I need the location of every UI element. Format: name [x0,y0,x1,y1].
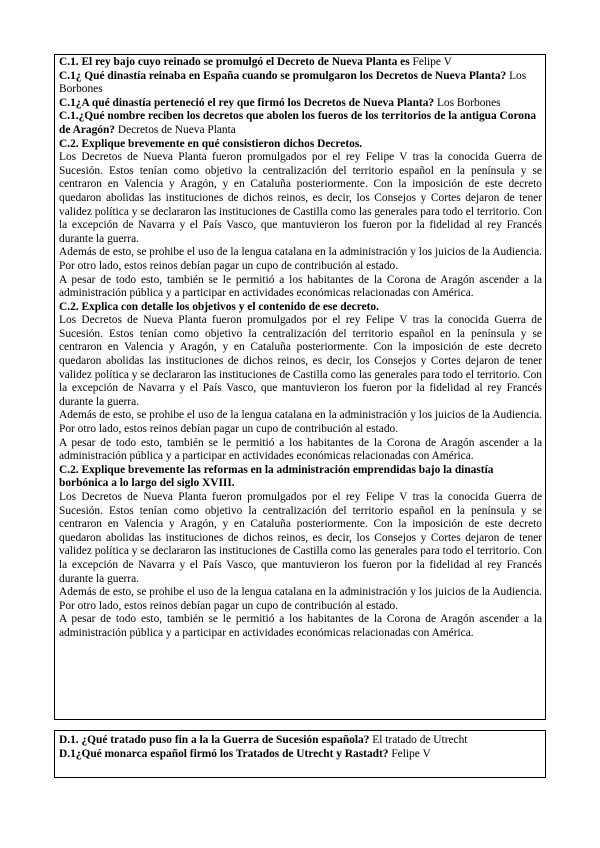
question-item [59,734,542,748]
answer-paragraph: Además de esto, se prohibe el uso de la lengua catalana en la administración y los juicios de la Audiencia. Por otro lado, estos reinos debían pagar un cupo de contribución al estado. [59,586,542,612]
answer-text: Felipe V [388,747,431,760]
answer-text: Felipe V [409,56,452,68]
question-item [59,70,542,97]
question-text: C.1¿A qué dinastía perteneció el rey que firmó los Decretos de Nueva Planta? [59,96,435,109]
question-text: D.1. ¿Qué tratado puso fin a la la Guerra de Sucesión española? [59,734,370,746]
answer-paragraph: Además de esto, se prohibe el uso de la lengua catalana en la administración y los juicios de la Audiencia. Por otro lado, estos reinos debían pagar un cupo de contribución al estado. [59,246,542,272]
essay-question [59,138,542,301]
question-item [59,110,542,137]
question-text: C.2. Explique brevemente en qué consistieron dichos Decretos. [59,137,363,150]
essay-question [59,464,542,641]
question-text: C.1. El rey bajo cuyo reinado se promulgó el Decreto de Nueva Planta es [59,56,410,68]
question-text: C.1.¿Qué nombre reciben los decretos que abolen los fueros de los territorios de la antigua Corona de Aragón? [59,110,537,136]
answer-paragraph: Los Decretos de Nueva Planta fueron promulgados por el rey Felipe V tras la conocida Guerra de Sucesión. Estos tenían como objetivo la centralización del territorio español en la península y se centraron en Valencia y Aragón, y en Cataluña posteriormente. Con la imposición de este decreto quedaron abolidas las instituciones de dichos reinos, es decir, los Consejos y Cortes dejaron de tener validez política y se declararon las instituciones de Castilla como las generales para todo el territorio. Con la excepción de Navarra y el País Vasco, que mantuvieron los fueron por la fidelidad al rey Francés durante la guerra. [59,314,542,408]
essay-question [59,301,542,464]
question-text: C.2. Explique brevemente las reformas en la administración emprendidas bajo la dinastía borbónica a lo largo del siglo XVIII. [59,463,494,490]
question-text: C.2. Explica con detalle los objetivos y el contenido de ese decreto. [59,300,379,313]
answer-text: El tratado de Utrecht [369,734,468,746]
answer-text: Los Borbones [434,96,501,109]
answer-box-d [54,730,546,778]
question-item [59,748,542,762]
question-item [59,56,542,70]
answer-paragraph: Además de esto, se prohibe el uso de la lengua catalana en la administración y los juicios de la Audiencia. Por otro lado, estos reinos debían pagar un cupo de contribución al estado. [59,409,542,436]
answer-text: Decretos de Nueva Planta [115,123,236,136]
answer-paragraph: Los Decretos de Nueva Planta fueron promulgados por el rey Felipe V tras la conocida Guerra de Sucesión. Estos tenían como objetivo la centralización del territorio español en la península y se centraron en Valencia y Aragón, y en Cataluña posteriormente. Con la imposición de este decreto quedaron abolidas las instituciones de dichos reinos, es decir, los Consejos y Cortes dejaron de tener validez política y se declararon las instituciones de Castilla como las generales para todo el territorio. Con la excepción de Navarra y el País Vasco, que mantuvieron los fueron por la fidelidad al rey Francés durante la guerra. [59,151,542,245]
question-text: C.1¿ Qué dinastía reinaba en España cuando se promulgaron los Decretos de Nueva Planta? [59,69,507,82]
question-text: D.1¿Qué monarca español firmó los Tratados de Utrecht y Rastadt? [59,747,389,760]
answer-paragraph: A pesar de todo esto, también se le permitió a los habitantes de la Corona de Aragón ascender a la administración pública y a participar en actividades económicas relacionadas con América. [59,613,542,639]
answer-text: Los Borbones [59,69,527,96]
answer-paragraph: A pesar de todo esto, también se le permitió a los habitantes de la Corona de Aragón ascender a la administración pública y a participar en actividades económicas relacionadas con América. [59,436,542,463]
answer-paragraph: Los Decretos de Nueva Planta fueron promulgados por el rey Felipe V tras la conocida Guerra de Sucesión. Estos tenían como objetivo la centralización del territorio español en la península y se centraron en Valencia y Aragón, y en Cataluña posteriormente. Con la imposición de este decreto quedaron abolidas las instituciones de dichos reinos, es decir, los Consejos y Cortes dejaron de tener validez política y se declararon las instituciones de Castilla como las generales para todo el territorio. Con la excepción de Navarra y el País Vasco, que mantuvieron los fueron por la fidelidad al rey Francés durante la guerra. [59,491,542,585]
answer-box-c [54,54,546,720]
question-item [59,97,542,111]
answer-paragraph: A pesar de todo esto, también se le permitió a los habitantes de la Corona de Aragón ascender a la administración pública y a participar en actividades económicas relacionadas con América. [59,273,542,300]
